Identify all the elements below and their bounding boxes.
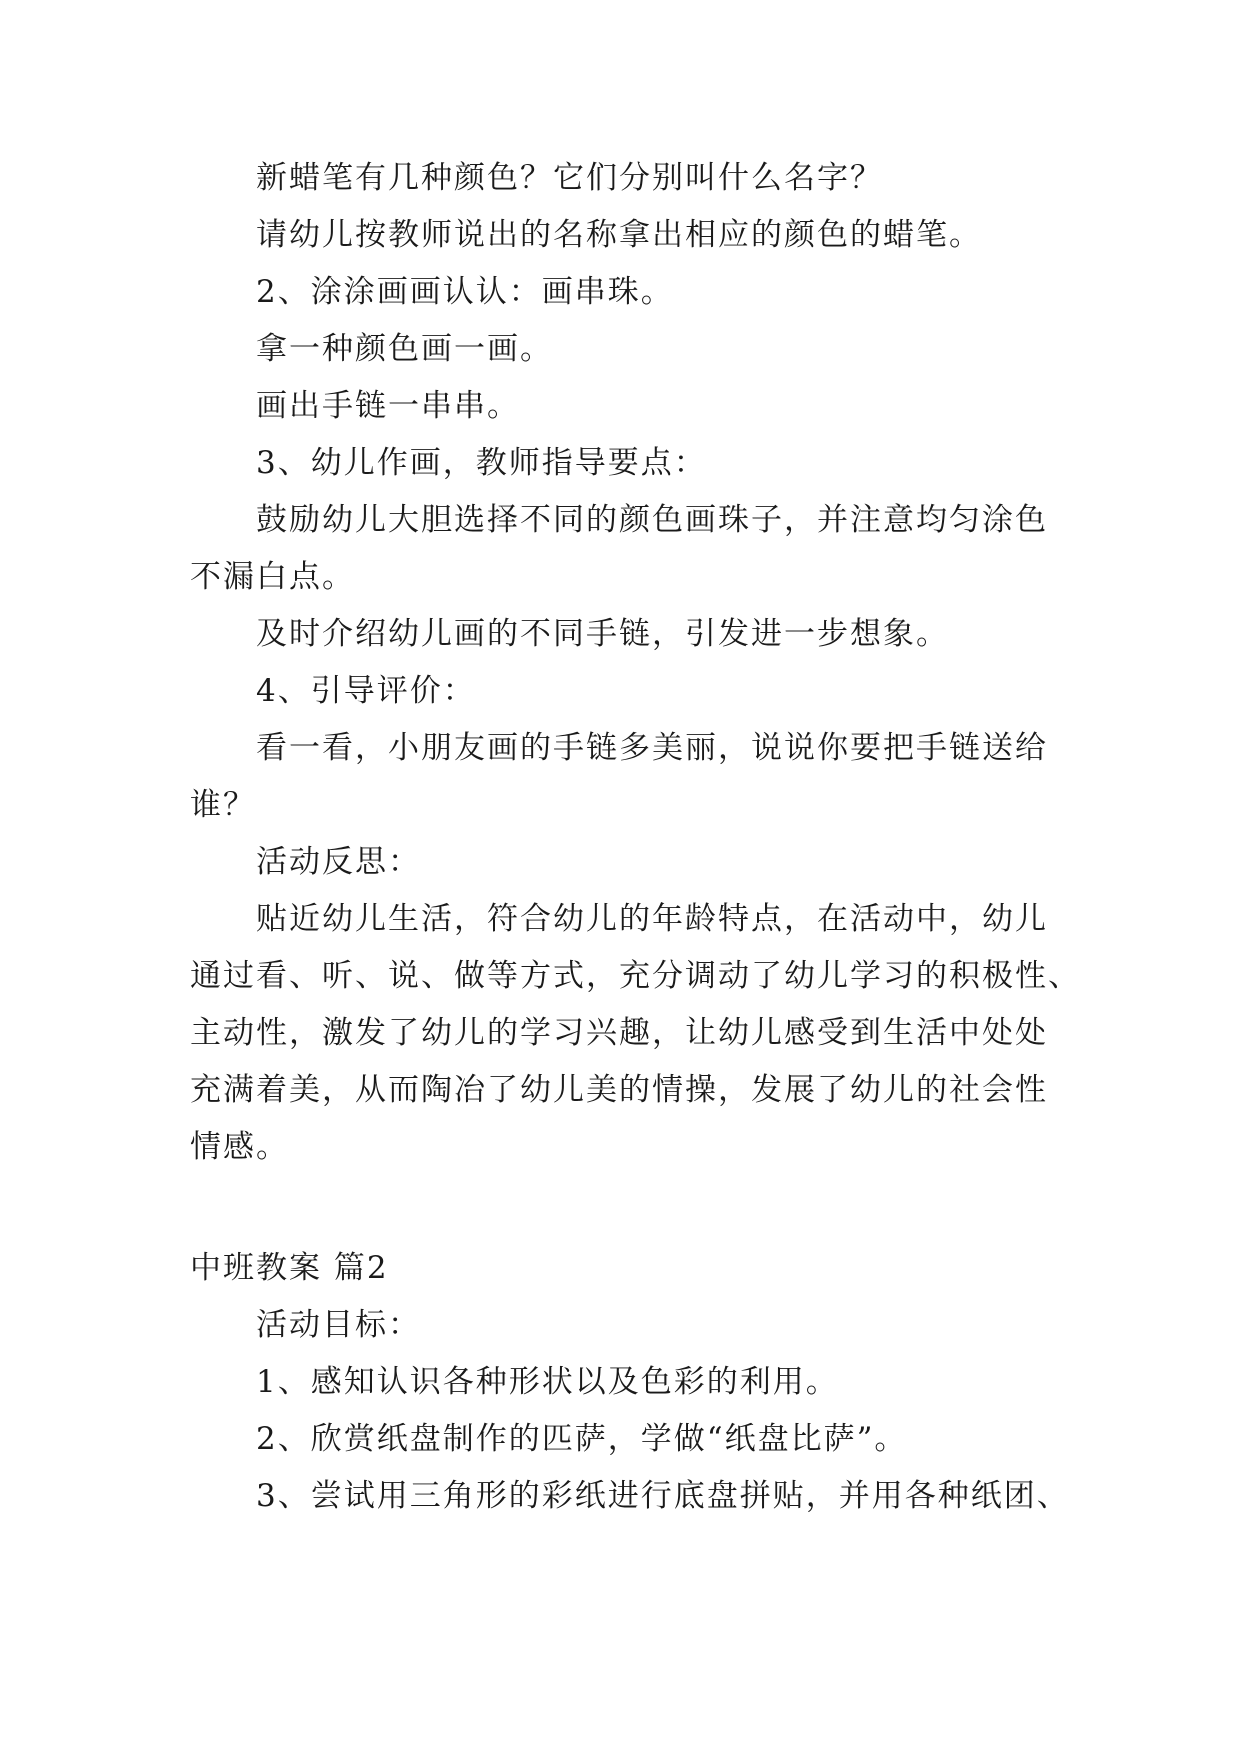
paragraph-line-continuation: 主动性，激发了幼儿的学习兴趣，让幼儿感受到生活中处处 (190, 1015, 1048, 1051)
paragraph-line: 2、欣赏纸盘制作的匹萨，学做“纸盘比萨”。 (256, 1421, 908, 1457)
paragraph-line: 贴近幼儿生活，符合幼儿的年龄特点，在活动中，幼儿 (256, 901, 1048, 937)
paragraph-line: 看一看，小朋友画的手链多美丽，说说你要把手链送给 (256, 730, 1048, 766)
document-page (190, 150, 1081, 1525)
paragraph-line: 活动目标： (256, 1307, 421, 1343)
paragraph-line: 活动反思： (256, 844, 421, 880)
paragraph-line: 鼓励幼儿大胆选择不同的颜色画珠子，并注意均匀涂色 (256, 502, 1048, 538)
paragraph-line: 3、尝试用三角形的彩纸进行底盘拼贴，并用各种纸团、 (256, 1478, 1070, 1514)
section-gap (190, 1176, 1050, 1240)
paragraph-line: 画出手链一串串。 (256, 388, 520, 424)
paragraph-line: 请幼儿按教师说出的名称拿出相应的颜色的蜡笔。 (256, 217, 982, 253)
paragraph-line-continuation: 谁？ (190, 787, 256, 823)
paragraph-line-continuation: 不漏白点。 (190, 559, 355, 595)
paragraph-line: 3、幼儿作画，教师指导要点： (256, 445, 707, 481)
paragraph-line-continuation: 充满着美，从而陶冶了幼儿美的情操，发展了幼儿的社会性 (190, 1072, 1048, 1108)
paragraph-line: 4、引导评价： (256, 673, 476, 709)
paragraph-line: 1、感知认识各种形状以及色彩的利用。 (256, 1364, 839, 1400)
paragraph-line-continuation: 通过看、听、说、做等方式，充分调动了幼儿学习的积极性、 (190, 958, 1081, 994)
paragraph-line: 拿一种颜色画一画。 (256, 331, 553, 367)
section-heading: 中班教案 篇2 (190, 1250, 389, 1286)
paragraph-line-continuation: 情感。 (190, 1129, 289, 1165)
paragraph-line: 2、涂涂画画认认：画串珠。 (256, 274, 674, 310)
paragraph-line: 新蜡笔有几种颜色？它们分别叫什么名字？ (256, 160, 883, 196)
paragraph-line: 及时介绍幼儿画的不同手链，引发进一步想象。 (256, 616, 949, 652)
